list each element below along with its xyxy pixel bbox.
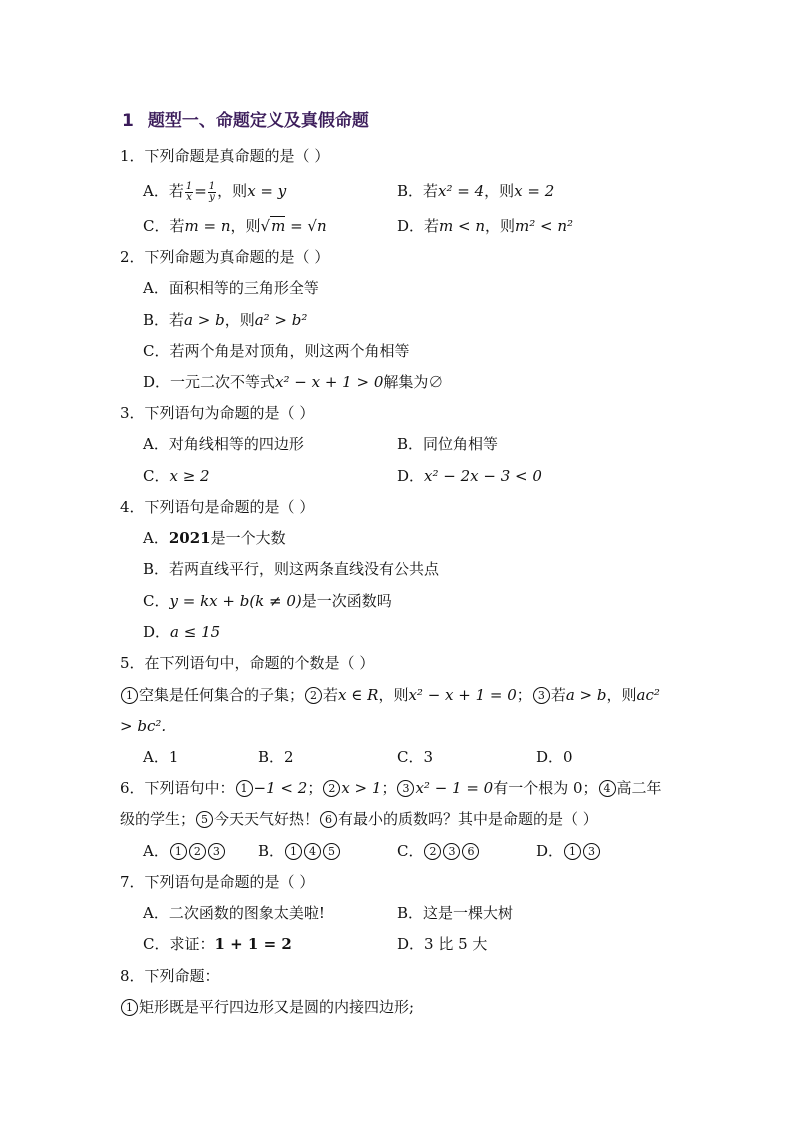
fraction-1-over-y: $\frac{1}{y}$: [208, 180, 216, 203]
q5-s2-cond: x ∈ R: [338, 686, 379, 704]
circled-2-icon: 2: [424, 843, 441, 860]
q5-s2-sep: ；: [516, 686, 532, 704]
q1-option-b-label: B．若: [397, 182, 439, 200]
q2-option-d-expr: x² − x + 1 > 0: [275, 373, 384, 391]
q5-option-d: D．0: [536, 748, 573, 766]
circled-1-icon: 1: [564, 843, 581, 860]
q1-option-d-expr2: m² < n²: [515, 217, 574, 235]
q5-s2-if: 若: [323, 686, 339, 704]
q5-statement-line-2: > bc².: [120, 717, 167, 735]
q5-statement-line-1: [120, 684, 660, 706]
q3-option-c-label: C．: [143, 467, 170, 485]
circled-3-icon: 3: [583, 843, 600, 860]
q5-s3-cond: a > b: [565, 686, 607, 704]
q2-option-b: [143, 309, 307, 331]
q4-option-c-label: C．: [143, 592, 170, 610]
q8-item-1: [120, 996, 414, 1018]
q2-option-c: C．若两个角是对顶角，则这两个角相等: [143, 342, 410, 360]
circled-3-icon: 3: [443, 843, 460, 860]
q6-s4-cont: 级的学生；: [120, 810, 196, 828]
q5-option-a: A．1: [143, 748, 179, 766]
q1-option-d-then: ，则: [485, 217, 516, 235]
q1-option-a-then: ，则: [217, 182, 248, 200]
circled-2-icon: 2: [305, 687, 322, 704]
question-8-stem: 8．下列命题：: [120, 967, 220, 985]
q1-option-c-expr1: m = n: [184, 217, 231, 235]
q2-option-b-expr1: a > b: [184, 311, 225, 329]
q6-option-c-label: C．: [397, 842, 424, 860]
question-5-stem: 5．在下列语句中，命题的个数是（ ）: [120, 654, 375, 672]
q6-option-d-label: D．: [536, 842, 564, 860]
q7-option-c-expr: 1 + 1 = 2: [214, 935, 292, 953]
section-heading: [122, 106, 369, 131]
q5-option-b: B．2: [258, 748, 294, 766]
question-3-stem: 3．下列语句为命题的是（ ）: [120, 404, 315, 422]
q7-option-c: [143, 933, 292, 955]
q1-option-d-expr1: m < n: [439, 217, 486, 235]
circled-3-icon: 3: [208, 843, 225, 860]
circled-6-icon: 6: [320, 811, 337, 828]
circled-1-icon: 1: [285, 843, 302, 860]
section-title: 题型一、命题定义及真假命题: [147, 111, 369, 131]
q5-s2-expr: x² − x + 1 = 0: [408, 686, 517, 704]
q5-option-c: C．3: [397, 748, 434, 766]
question-2-stem: 2．下列命题为真命题的是（ ）: [120, 248, 330, 266]
q6-s3-tail: 有一个根为 0；: [493, 779, 598, 797]
q1-option-b-expr1: x² = 4: [438, 182, 485, 200]
q1-option-c: C．若m = n，则√m = √n: [143, 217, 327, 235]
q6-sep-2: ；: [381, 779, 397, 797]
circled-6-icon: 6: [462, 843, 479, 860]
circled-1-icon: 1: [170, 843, 187, 860]
circled-2-icon: 2: [323, 780, 340, 797]
q3-option-c: [143, 465, 210, 487]
circled-5-icon: 5: [323, 843, 340, 860]
q4-option-a-number: 2021: [168, 529, 211, 547]
q1-option-a: A．若 $\frac{1}{x}$ = $\frac{1}{y}$ ，则x = y: [143, 180, 287, 203]
q5-s3-if: 若: [550, 686, 566, 704]
circled-3-icon: 3: [397, 780, 414, 797]
q6-s2-expr: x > 1: [341, 779, 382, 797]
q4-option-d-label: D．: [143, 623, 171, 641]
q6-option-c: [397, 840, 480, 862]
q2-option-d: [143, 371, 443, 393]
q1-option-d-label: D．若: [397, 217, 440, 235]
q2-option-d-tail: 解集为∅: [383, 373, 444, 391]
q6-option-a-label: A．: [143, 842, 169, 860]
q7-option-d: D．3 比 5 大: [397, 935, 488, 953]
q1-option-d: [397, 215, 573, 237]
q2-option-a: A．面积相等的三角形全等: [143, 279, 319, 297]
q2-option-b-then: ，则: [224, 311, 255, 329]
q6-option-b-label: B．: [258, 842, 285, 860]
question-6-line-2: [120, 808, 598, 830]
q2-option-b-label: B．若: [143, 311, 185, 329]
q4-option-c-tail: 是一次函数吗: [301, 592, 392, 610]
q2-option-d-label: D．一元二次不等式: [143, 373, 276, 391]
q6-s4-text: 高二年: [616, 779, 662, 797]
question-4-stem: 4．下列语句是命题的是（ ）: [120, 498, 315, 516]
q1-option-b: [397, 180, 554, 202]
circled-2-icon: 2: [189, 843, 206, 860]
q5-statement-1: 空集是任何集合的子集；: [139, 686, 305, 704]
question-1-stem: 1．下列命题是真命题的是（ ）: [120, 147, 330, 165]
q3-option-d-expr: x² − 2x − 3 < 0: [424, 467, 542, 485]
q4-option-c-expr: y = kx + b(k ≠ 0): [169, 592, 302, 610]
circled-4-icon: 4: [304, 843, 321, 860]
q1-option-b-expr2: x = 2: [514, 182, 555, 200]
q4-option-a-tail: 是一个大数: [210, 529, 286, 547]
q4-option-a: [143, 527, 286, 549]
q4-option-a-label: A．: [143, 529, 169, 547]
q6-option-b: [258, 840, 341, 862]
q6-s6-text: 有最小的质数吗？其中是命题的是（ ）: [338, 810, 598, 828]
q3-option-a: A．对角线相等的四边形: [143, 435, 304, 453]
q5-s3-expr: ac²: [636, 686, 660, 704]
circled-1-icon: 1: [121, 999, 138, 1016]
q6-s5-text: 今天天气好热！: [214, 810, 320, 828]
question-6-line-1: [120, 777, 662, 799]
circled-1-icon: 1: [121, 687, 138, 704]
circled-5-icon: 5: [196, 811, 213, 828]
q1-option-a-label: A．若: [143, 182, 184, 200]
q6-s3-expr: x² − 1 = 0: [415, 779, 494, 797]
q6-option-a: [143, 840, 226, 862]
q5-s2-then: ，则: [378, 686, 409, 704]
circled-3-icon: 3: [533, 687, 550, 704]
q7-option-b: B．这是一棵大树: [397, 904, 514, 922]
q1-option-a-expr: x = y: [247, 182, 287, 200]
q4-option-d-expr: a ≤ 15: [170, 623, 221, 641]
q4-option-b: B．若两直线平行，则这两条直线没有公共点: [143, 560, 440, 578]
q1-option-c-label: C．若: [143, 217, 185, 235]
q5-s3-then: ，则: [606, 686, 637, 704]
q3-option-c-expr: x ≥ 2: [169, 467, 210, 485]
fraction-1-over-x: $\frac{1}{x}$: [185, 180, 193, 203]
q4-option-d: [143, 621, 220, 643]
q1-option-c-then: ，则: [230, 217, 261, 235]
circled-4-icon: 4: [599, 780, 616, 797]
question-7-stem: 7．下列语句是命题的是（ ）: [120, 873, 315, 891]
q6-option-d: [536, 840, 601, 862]
q7-option-c-label: C．求证：: [143, 935, 215, 953]
q8-item-1-text: 矩形既是平行四边形又是圆的内接四边形;: [139, 998, 415, 1016]
circled-1-icon: 1: [236, 780, 253, 797]
q4-option-c: [143, 590, 392, 612]
q3-option-d-label: D．: [397, 467, 425, 485]
q3-option-d: [397, 465, 542, 487]
q7-option-a: A．二次函数的图象太美啦!: [143, 904, 325, 922]
q1-option-b-then: ，则: [484, 182, 515, 200]
q2-option-b-expr2: a² > b²: [254, 311, 308, 329]
q1-option-c-expr2: = √n: [290, 217, 327, 235]
q3-option-b: B．同位角相等: [397, 435, 499, 453]
section-number: 1: [122, 111, 134, 131]
q6-stem: 6．下列语句中：: [120, 779, 235, 797]
q6-s1-expr: −1 < 2: [253, 779, 308, 797]
q6-sep-1: ；: [307, 779, 323, 797]
